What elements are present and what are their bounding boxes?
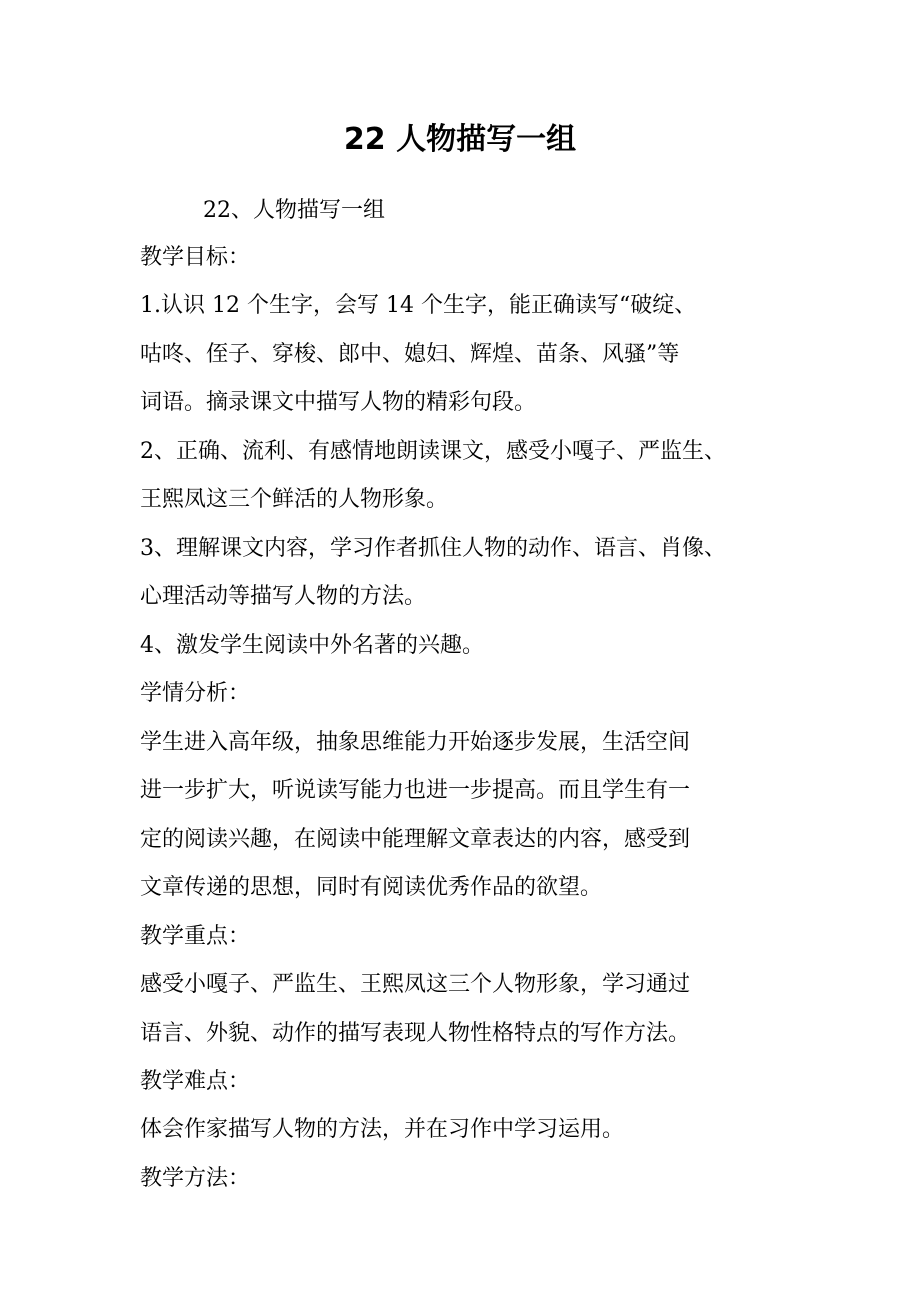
paragraph-line: 体会作家描写人物的方法，并在习作中学习运用。 [140,1117,625,1142]
heading-student-analysis: 学情分析： [140,681,251,706]
paragraph-line: 王熙凤这三个鲜活的人物形象。 [140,487,449,512]
document-title: 22 人物描写一组 [343,122,577,157]
paragraph-line: 2、正确、流利、有感情地朗读课文，感受小嘎子、严监生、 [140,439,726,464]
paragraph-line: 4、激发学生阅读中外名著的兴趣。 [140,633,484,658]
paragraph-line: 文章传递的思想，同时有阅读优秀作品的欲望。 [140,875,603,900]
paragraph-line: 定的阅读兴趣，在阅读中能理解文章表达的内容，感受到 [140,827,691,852]
heading-teaching-methods: 教学方法： [140,1166,251,1191]
paragraph-line: 学生进入高年级，抽象思维能力开始逐步发展，生活空间 [140,730,691,755]
paragraph-line: 心理活动等描写人物的方法。 [140,584,427,609]
paragraph-line: 感受小嘎子、严监生、王熙凤这三个人物形象，学习通过 [140,972,691,997]
heading-teaching-goals: 教学目标： [140,245,251,270]
paragraph-line: 词语。摘录课文中描写人物的精彩句段。 [140,390,537,415]
paragraph-line: 进一步扩大，听说读写能力也进一步提高。而且学生有一 [140,778,691,803]
document-subtitle: 22、人物描写一组 [203,198,385,223]
heading-teaching-difficulty: 教学难点： [140,1069,251,1094]
paragraph-line: 3、理解课文内容，学习作者抓住人物的动作、语言、肖像、 [140,536,726,561]
heading-teaching-focus: 教学重点： [140,924,251,949]
paragraph-line: 语言、外貌、动作的描写表现人物性格特点的写作方法。 [140,1021,691,1046]
paragraph-line: 咕咚、侄子、穿梭、郎中、媳妇、辉煌、苗条、风骚”等 [140,342,680,367]
paragraph-line: 1.认识 12 个生字，会写 14 个生字，能正确读写“破绽、 [140,293,697,318]
